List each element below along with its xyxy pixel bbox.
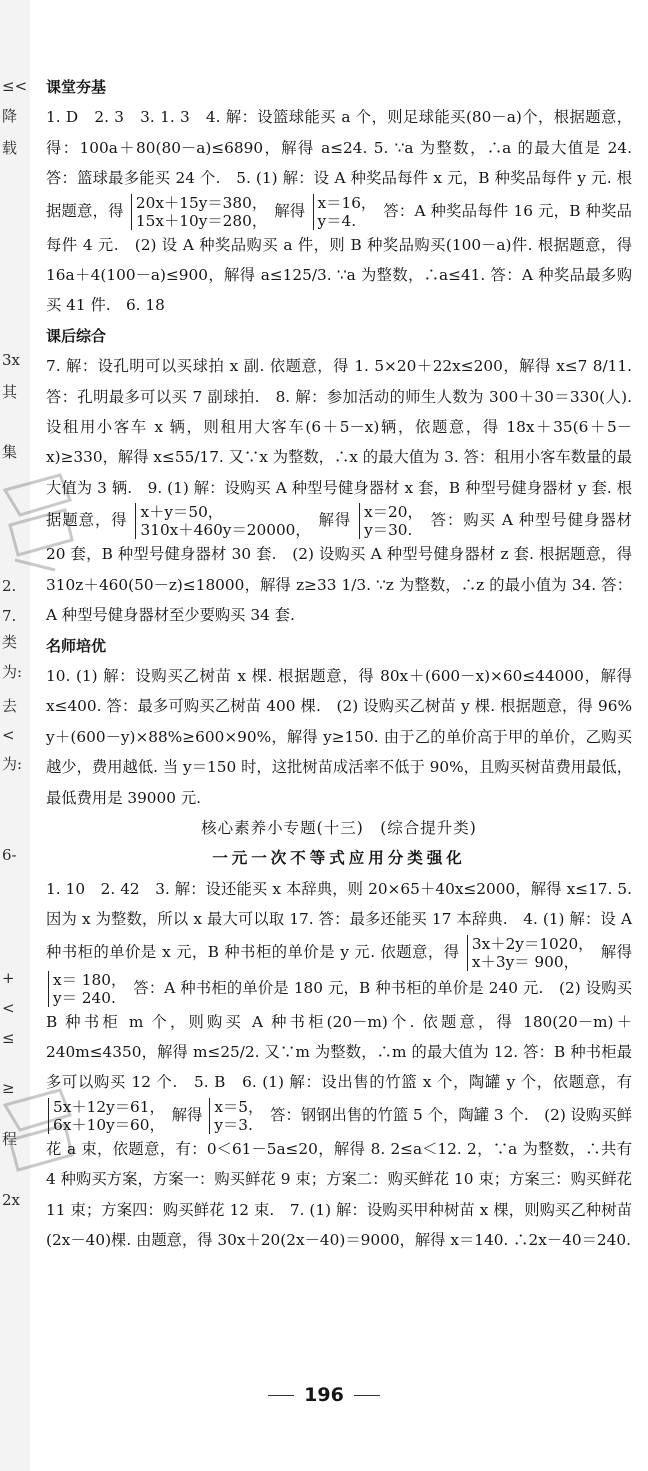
equation-system-4: 5x＋12y＝61， 6x＋10y＝60， — [48, 1098, 165, 1134]
margin-fragment: 类 — [2, 634, 18, 650]
equation-system-1: 20x＋15y＝380， 15x＋10y＝280， — [131, 194, 267, 230]
margin-fragment: 3x — [2, 352, 21, 368]
topic-title: 核心素养小专题(十三) (综合提升类) — [201, 818, 477, 837]
classwork-text-1: 1. D 2. 3 3. 1. 3 4. 解：设篮球能买 a 个，则足球能买(80－a)个，根据题意，得：100a＋80(80－a)≤6890，解得 a≤24. 5. ∵a 为整数，∴a 的最大值是 24. 答：篮球最多能买 24 个. 5. (1) 解：设 A 种奖品每件 x 元，B 种奖品每件 y 元. 根据题意，得 — [46, 108, 632, 220]
margin-fragment: ≤< — [2, 78, 28, 94]
topic-text-1: 1. 10 2. 42 3. 解：设还能买 x 本辞典，则 20×65＋40x≤2000，解得 x≤17. 5. 因为 x 为整数，所以 x 最大可以取 17. 答：最多还能买 17 本辞典. 4. (1) 解：设 A 种书柜的单价是 x 元，B 种书柜的单价是 y 元. 依题意，得 — [46, 879, 632, 961]
page-number: 196 — [0, 1384, 648, 1406]
homework-text-2: 解得 — [318, 511, 352, 530]
classwork-text-3: 答：A 种奖品每件 16 元，B 种奖品每件 4 元. (2) 设 A 种奖品购买 a 件，则 B 种奖品购买(100－a)件. 根据题意，得 16a＋4(100－a)≤900，解得 a≤125/3. ∵a 为整数，∴a≤41. 答：A 种奖品最多购买 41 件. 6. 18 — [46, 201, 632, 315]
solution-system-4: x＝5， y＝3. — [209, 1098, 263, 1134]
advanced-answers: 10. (1) 解：设购买乙树苗 x 棵. 根据题意，得 80x＋(600－x)×60≤44000，解得 x≤400. 答：最多可购买乙树苗 400 棵. (2) 设购买乙树苗 y 棵. 根据题意，得 96% y＋(600－y)×88%≥600×90%，解得 y≥150. 由于乙的单价高于甲的单价，乙购买越少，费用越低. 当 y＝150 时，这批树苗成活率不低于 90%，且购买树苗费用最低，最低费用是 39000 元. — [46, 666, 632, 807]
margin-fragment: 集 — [2, 444, 18, 460]
margin-fragment: < — [2, 727, 15, 743]
homework-text-1: 7. 解：设孔明可以买球拍 x 副. 依题意，得 1. 5×20＋22x≤200，解得 x≤7 8/11. 答：孔明最多可以买 7 副球拍. 8. 解：参加活动的师生人数为 300＋30＝330(人). 设租用小客车 x 辆，则租用大客车(6＋5－x)辆，依题意，得 18x＋35(6＋5－x)≥330，解得 x≤55/17. 又∵x 为整数，∴x 的最大值为 3. 答：租用小客车数量的最大值为 3 辆. 9. (1) 解：设购买 A 种型号健身器材 x 套，B 种型号健身器材 y 套. 根据题意，得 — [46, 357, 632, 530]
topic-text-2: 解得 — [600, 942, 632, 961]
margin-fragment: 去 — [2, 698, 18, 714]
equation-system-3: 3x＋2y＝1020， x＋3y＝ 900， — [467, 935, 594, 971]
margin-fragment: ≥ — [2, 1080, 15, 1096]
equation-system-2: x＋y＝50， 310x＋460y＝20000， — [135, 503, 310, 539]
classwork-answers — [46, 102, 632, 320]
margin-fragment: 程 — [2, 1131, 18, 1147]
answer-content — [46, 72, 632, 1255]
margin-fragment: 其 — [2, 384, 18, 400]
topic-text-3: 答：A 种书柜的单价是 180 元，B 种书柜的单价是 240 元. (2) 设购买 B 种书柜 m 个，则购买 A 种书柜(20－m)个. 依题意，得 180(20－m)＋240m≤4350，解得 m≤25/2. 又∵m 为整数，∴m 的最大值为 12. 答：B 种书柜最多可以购买 12 个. 5. B 6. (1) 解：设出售的竹篮 x 个，陶罐 y 个，依题意，有 — [46, 978, 632, 1092]
section-title-classwork: 课堂夯基 — [46, 78, 107, 96]
margin-fragment: < — [2, 1000, 15, 1016]
margin-fragment: 降 — [2, 108, 18, 124]
margin-fragment: 为: — [2, 756, 23, 772]
topic-subtitle: 一元一次不等式应用分类强化 — [212, 848, 466, 868]
classwork-text-2: 解得 — [274, 201, 306, 220]
margin-fragment: 2. — [2, 578, 17, 594]
section-title-homework: 课后综合 — [46, 326, 107, 345]
margin-fragment: 6- — [2, 847, 17, 863]
topic-text-4: 解得 — [171, 1105, 203, 1124]
homework-answers — [46, 351, 632, 630]
margin-fragment: 载 — [2, 140, 18, 156]
solution-system-2: x＝20， y＝30. — [359, 503, 423, 539]
homework-text-3: 答：购买 A 种型号健身器材 20 套，B 种型号健身器材 30 套. (2) 设购买 A 种型号健身器材 z 套. 根据题意，得 310z＋460(50－z)≤18000，解得 z≥33 1/3. ∵z 为整数，∴z 的最小值为 34. 答：A 种型号健身器材至少要购买 34 套. — [46, 511, 632, 625]
margin-fragment: + — [2, 970, 15, 986]
topic-answers — [46, 874, 632, 1256]
margin-fragment: 为: — [2, 664, 23, 680]
margin-fragment: ≤ — [2, 1030, 15, 1046]
section-title-advanced: 名师培优 — [46, 636, 107, 655]
solution-system-1: x＝16， y＝4. — [313, 194, 377, 230]
topic-text-5: 答：钢钢出售的竹篮 5 个，陶罐 3 个. (2) 设购买鲜花 a 束，依题意，有：0＜61－5a≤20，解得 8. 2≤a＜12. 2，∵a 为整数，∴共有 4 种购买方案，方案一：购买鲜花 9 束；方案二：购买鲜花 10 束；方案三：购买鲜花 11 束；方案四：购买鲜花 12 束. 7. (1) 解：设购买甲种树苗 x 棵，则购买乙种树苗(2x－40)棵. 由题意，得 30x＋20(2x－40)＝9000，解得 x＝140. ∴2x－40＝240. — [46, 1105, 632, 1249]
margin-fragment: 7. — [2, 608, 17, 624]
solution-system-3: x＝ 180， y＝ 240. — [48, 971, 126, 1007]
margin-fragment: 2x — [2, 1192, 21, 1208]
